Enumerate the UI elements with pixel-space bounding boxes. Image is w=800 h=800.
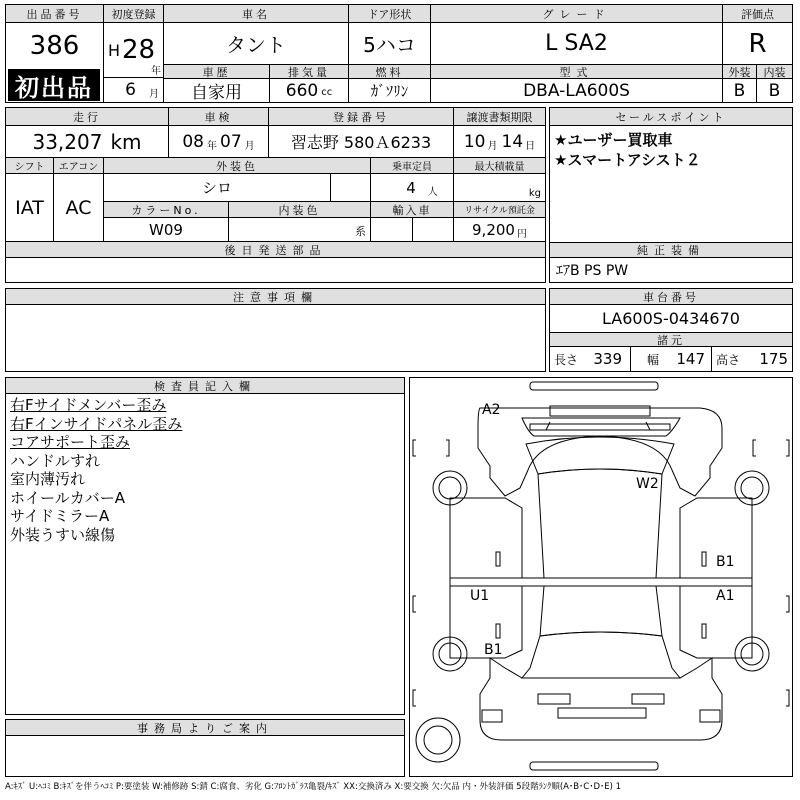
fuel-value: ｶﾞｿﾘﾝ bbox=[349, 79, 431, 102]
lot-label: 出品番号 bbox=[6, 5, 104, 23]
sales-point-1: ★ユーザー買取車 bbox=[554, 131, 673, 149]
legend-line: A:ｷｽﾞ U:ﾍｺﾐ B:ｷｽﾞを伴うﾍｺﾐ P:要塗装 W:補修跡 S:錆 C:腐食、劣化 G:ﾌﾛﾝﾄｶﾞﾗｽ亀裂/ｷｽﾞ XX:交換済み X:要交換 欠:欠品 内・外装評価 5段階ﾗﾝｸ順(A･B･C･D･E) 1 bbox=[5, 782, 622, 792]
interior-label: 内装 bbox=[757, 65, 792, 79]
later-parts-label: 後日発送部品 bbox=[6, 242, 545, 258]
inspector-notes-table bbox=[5, 377, 405, 715]
color-no-label: カラーNo. bbox=[104, 202, 229, 218]
car-name-value: タント bbox=[164, 23, 349, 65]
inspector-line-8: 外装うすい線傷 bbox=[10, 525, 116, 544]
model-value: DBA-LA600S bbox=[431, 79, 723, 102]
header-table bbox=[5, 4, 793, 103]
reg-year-unit: 年 bbox=[151, 66, 161, 77]
reg-era: H bbox=[108, 41, 121, 60]
int-color-unit: 系 bbox=[355, 225, 366, 238]
height-label: 高さ bbox=[716, 353, 741, 367]
mark-b1-right: B1 bbox=[716, 554, 735, 570]
model-label: 型式 bbox=[431, 65, 723, 79]
inspection-year: 08 bbox=[182, 131, 204, 152]
lot-number: 386 bbox=[6, 23, 104, 69]
inspector-line-6: ホイールカバーA bbox=[10, 488, 125, 507]
mark-b1-left: B1 bbox=[484, 642, 503, 658]
inspector-line-4: ハンドルすれ bbox=[10, 451, 101, 470]
load-unit: kg bbox=[528, 188, 541, 199]
capacity-cell bbox=[371, 174, 454, 202]
capacity-label: 乗車定員 bbox=[371, 158, 454, 174]
displacement-unit: cc bbox=[321, 87, 333, 98]
inspection-label: 車検 bbox=[169, 108, 269, 126]
import-value-a bbox=[371, 218, 413, 242]
displacement-label: 排気量 bbox=[270, 65, 349, 79]
caution-label: 注意事項欄 bbox=[6, 289, 545, 305]
inspector-line-2: 右Fインサイドパネル歪み bbox=[10, 414, 183, 433]
load-cell bbox=[454, 174, 545, 202]
vehicle-details-table bbox=[5, 107, 546, 283]
inspector-lines bbox=[10, 396, 182, 544]
displacement-cell bbox=[270, 79, 349, 102]
recycle-cell bbox=[454, 218, 545, 242]
car-name-label: 車名 bbox=[164, 5, 349, 23]
later-parts-value bbox=[6, 258, 545, 282]
width-value: 147 bbox=[676, 350, 705, 368]
sales-point-2: ★スマートアシスト２ bbox=[554, 151, 701, 169]
sales-genuine-table bbox=[549, 107, 793, 283]
lot-column-divider bbox=[6, 5, 104, 102]
plate-value: 習志野 580Ａ6233 bbox=[269, 126, 454, 158]
score-label: 評価点 bbox=[723, 5, 792, 23]
load-label: 最大積載量 bbox=[454, 158, 545, 174]
mileage-value: 33,207 bbox=[32, 129, 103, 154]
inspection-year-unit: 年 bbox=[207, 141, 217, 152]
ac-value: AC bbox=[54, 174, 104, 242]
color-no-value: W09 bbox=[104, 218, 229, 242]
shift-label: シフト bbox=[6, 158, 54, 174]
inspector-line-5: 室内薄汚れ bbox=[10, 470, 86, 488]
mark-a1: A1 bbox=[716, 588, 735, 604]
int-color-label: 内装色 bbox=[229, 202, 371, 218]
width-label: 幅 bbox=[647, 353, 660, 367]
recycle-label: リサイクル預託金 bbox=[454, 202, 545, 218]
ac-label: エアコン bbox=[54, 158, 104, 174]
length-value: 339 bbox=[593, 350, 622, 368]
reg-year: 28 bbox=[122, 35, 156, 65]
fuel-label: 燃料 bbox=[349, 65, 431, 79]
chassis-label: 車台番号 bbox=[550, 289, 792, 305]
plate-label: 登録番号 bbox=[269, 108, 454, 126]
ext-color-extra bbox=[331, 174, 371, 202]
door-label: ドア形状 bbox=[349, 5, 431, 23]
inspector-line-7: サイドミラーA bbox=[10, 507, 110, 525]
genuine-label: 純正装備 bbox=[550, 242, 792, 258]
interior-grade: B bbox=[768, 80, 781, 101]
length-label: 長さ bbox=[554, 353, 579, 367]
history-value: 自家用 bbox=[164, 79, 270, 102]
ext-color-value: シロ bbox=[104, 174, 331, 202]
length-cell bbox=[550, 347, 631, 371]
reg-label: 初度登録 bbox=[104, 5, 164, 23]
reg-month-cell bbox=[104, 78, 164, 102]
transfer-month: 10 bbox=[463, 131, 486, 152]
caution-table bbox=[5, 288, 546, 372]
mileage-unit: km bbox=[110, 129, 142, 154]
transfer-cell bbox=[454, 126, 545, 158]
mileage-label: 走行 bbox=[6, 108, 169, 126]
chassis-table bbox=[549, 288, 793, 372]
height-value: 175 bbox=[759, 350, 788, 368]
grade-label: グレード bbox=[431, 5, 723, 23]
chassis-value: LA600S-0434670 bbox=[550, 305, 792, 333]
reg-month-unit: 月 bbox=[149, 89, 159, 100]
displacement-value: 660 bbox=[285, 80, 319, 101]
import-label: 輸入車 bbox=[371, 202, 454, 218]
ext-color-label: 外装色 bbox=[104, 158, 371, 174]
capacity-value: 4 bbox=[406, 178, 416, 197]
damage-diagram bbox=[409, 377, 793, 777]
inspector-line-1: 右Fサイドメンバー歪み bbox=[10, 396, 167, 414]
first-listing-text: 初出品 bbox=[15, 73, 93, 101]
recycle-value: 9,200 bbox=[472, 220, 515, 239]
office-table bbox=[5, 719, 405, 777]
inspector-title: 検査員記入欄 bbox=[6, 378, 404, 394]
exterior-label: 外装 bbox=[723, 65, 757, 79]
transfer-label: 譲渡書類期限 bbox=[454, 108, 545, 126]
shift-value: IAT bbox=[6, 174, 54, 242]
inspection-month: 07 bbox=[220, 131, 242, 152]
history-label: 車歴 bbox=[164, 65, 270, 79]
int-color-cell bbox=[229, 218, 371, 242]
sales-points-list bbox=[554, 130, 790, 170]
inspection-cell bbox=[169, 126, 269, 158]
inspector-line-3: コアサポート歪み bbox=[10, 433, 131, 451]
capacity-unit: 人 bbox=[427, 187, 438, 198]
import-value-b bbox=[413, 218, 454, 242]
office-title: 事務局よりご案内 bbox=[6, 720, 404, 736]
sales-points-label: セールスポイント bbox=[550, 108, 792, 126]
width-cell bbox=[631, 347, 712, 371]
door-value: 5ハコ bbox=[349, 23, 431, 65]
reg-year-cell bbox=[104, 23, 164, 78]
car-diagram-svg bbox=[410, 378, 792, 776]
inspection-month-unit: 月 bbox=[244, 141, 255, 152]
mark-u1: U1 bbox=[470, 588, 490, 604]
transfer-month-unit: 月 bbox=[487, 141, 498, 152]
mileage-cell bbox=[6, 126, 169, 158]
spec-label: 諸元 bbox=[550, 333, 792, 347]
transfer-day-unit: 日 bbox=[525, 141, 536, 152]
exterior-grade: B bbox=[723, 79, 757, 102]
grade-value: L SA2 bbox=[431, 23, 723, 65]
reg-month: 6 bbox=[125, 80, 136, 100]
height-cell bbox=[712, 347, 792, 371]
mark-a2: A2 bbox=[482, 402, 501, 418]
mark-w2: W2 bbox=[636, 476, 659, 492]
genuine-value: ｴｱB PS PW bbox=[556, 263, 629, 279]
transfer-day: 14 bbox=[501, 131, 524, 152]
score-value: R bbox=[723, 23, 792, 65]
recycle-unit: 円 bbox=[516, 228, 527, 240]
